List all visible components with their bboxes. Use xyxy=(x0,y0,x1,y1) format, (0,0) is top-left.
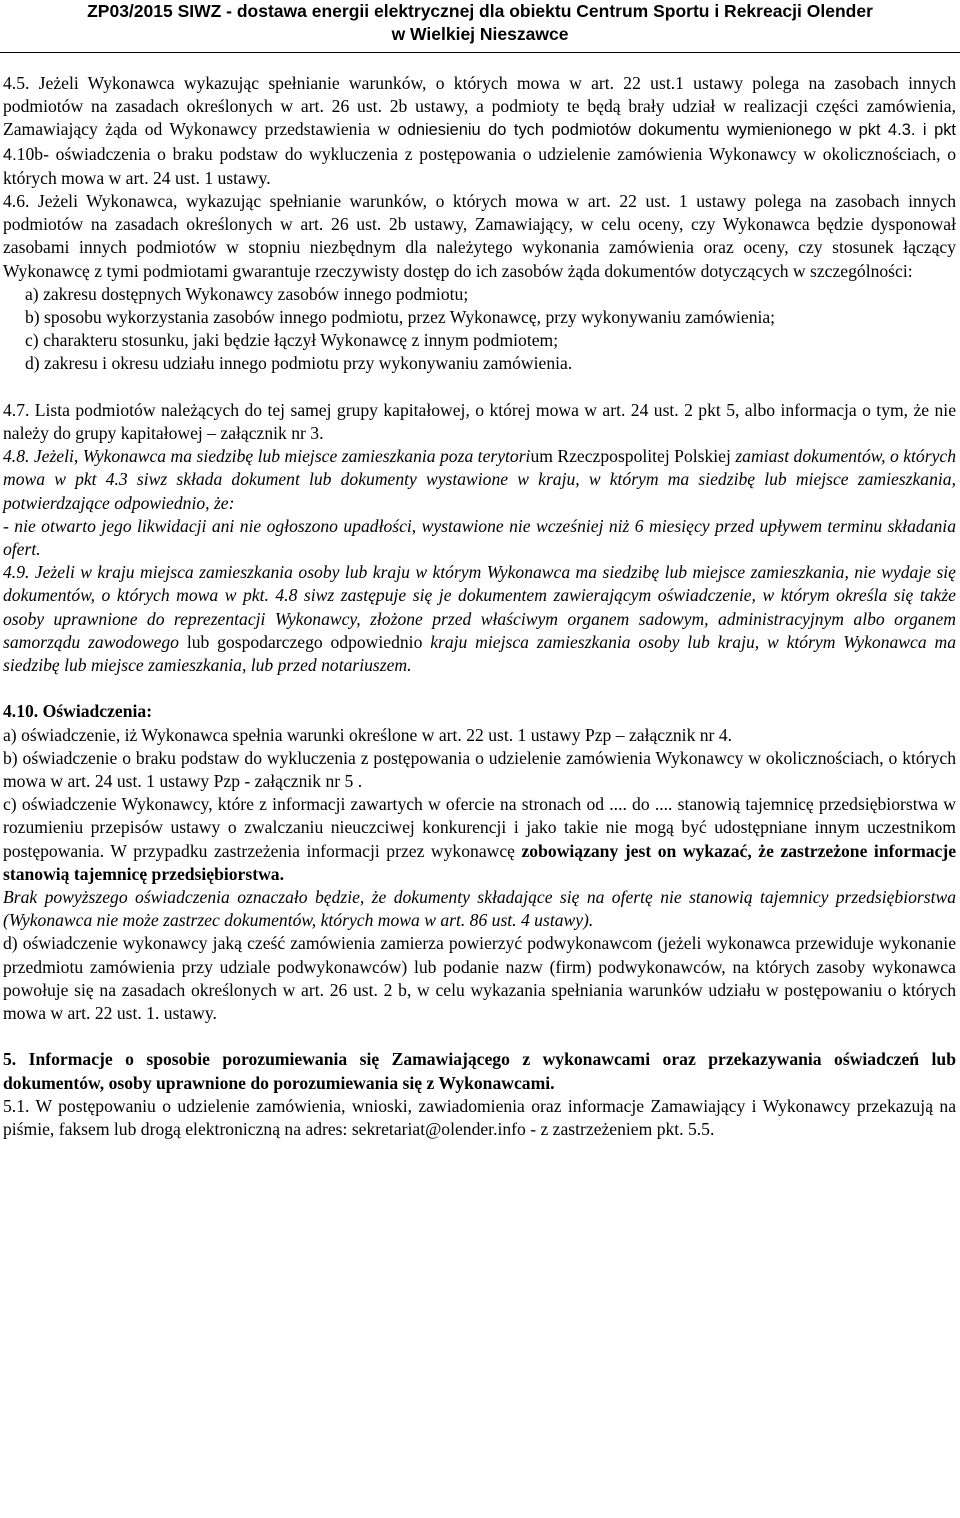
header-line-2: w Wielkiej Nieszawce xyxy=(391,24,569,44)
paragraph-4-8-dash: - nie otwarto jego likwidacji ani nie ogłoszono upadłości, wystawione nie wcześniej niż 6 miesięcy przed upływem terminu składania ofert. xyxy=(3,515,956,560)
paragraph-4-8 xyxy=(3,445,956,515)
paragraph-4-9-italic-end: kraju miejsca zamieszkania osoby lub kraju, w którym Wykonawca ma siedzibę lub miejsce zamieszkania, lub przed notariuszem. xyxy=(3,631,956,676)
list-item-4-6-c: c) charakteru stosunku, jaki będzie łączył Wykonawcę z innym podmiotem; xyxy=(25,330,559,351)
header-divider xyxy=(0,52,960,53)
paragraph-4-10-c-text: c) oświadczenie Wykonawcy, które z informacji zawartych w ofercie na stronach od .... do .... stanowią tajemnicę przedsiębiorstwa w rozumieniu przepisów ustawy o zwalczaniu nieuczciwej konkurencji i jako takie nie mogą być udostępniane innym uczestnikom postępowania. W przypadku zastrzeżenia informacji przez wykonawcę xyxy=(3,794,956,861)
header-line-1: ZP03/2015 SIWZ - dostawa energii elektrycznej dla obiektu Centrum Sportu i Rekreacji Olender xyxy=(87,1,873,21)
paragraph-4-5-text-end: 10b- oświadczenia o braku podstaw do wykluczenia z postępowania o udzielenie zamówienia Wykonawcy w okolicznościach, o których mowa w art. 24 ust. 1 ustawy. xyxy=(3,143,956,188)
paragraph-4-9-upright: lub gospodarczego odpowiednio xyxy=(178,631,431,652)
list-item-4-6-b: b) sposobu wykorzystania zasobów innego podmiotu, przez Wykonawcę, przy wykonywaniu zamówienia; xyxy=(25,307,776,328)
paragraph-4-5-text: 4.5. Jeżeli Wykonawca wykazując spełnianie warunków, o których mowa w art. 22 ust.1 ustawy polega na zasobach innych podmiotów na zasadach określonych w art. 26 ust. 2b ustawy, a podmioty te będą brały udział w realizacji części zamówienia, Zamawiający żąda od Wykonawcy przedstawienia w xyxy=(3,73,956,140)
list-item-4-6-d: d) zakresu i okresu udziału innego podmiotu przy wykonywaniu zamówienia. xyxy=(25,353,573,374)
document-body xyxy=(3,72,956,1141)
paragraph-4-10-c xyxy=(3,793,956,886)
paragraph-5-1: 5.1. W postępowaniu o udzielenie zamówienia, wnioski, zawiadomienia oraz informacje Zamawiający i Wykonawcy przekazują na piśmie, faksem lub drogą elektroniczną na adres: sekretariat@olender.info - z zastrzeżeniem pkt. 5.5. xyxy=(3,1095,956,1140)
list-item-4-6-a: a) zakresu dostępnych Wykonawcy zasobów innego podmiotu; xyxy=(25,283,469,304)
paragraph-4-10-a: a) oświadczenie, iż Wykonawca spełnia warunki określone w art. 22 ust. 1 ustawy Pzp – załącznik nr 4. xyxy=(3,724,733,745)
paragraph-4-10-c-note: Brak powyższego oświadczenia oznaczało będzie, że dokumenty składające się na ofertę nie stanowią tajemnicy przedsiębiorstwa (Wykonawca nie może zastrzec dokumentów, których mowa w art. 86 ust. 4 ustawy). xyxy=(3,887,956,931)
section-heading-5: 5. Informacje o sposobie porozumiewania się Zamawiającego z wykonawcami oraz przekazywania oświadczeń lub dokumentów, osoby uprawnione do porozumiewania się z Wykonawcami. xyxy=(3,1049,956,1093)
paragraph-4-9-italic: 4.9. Jeżeli w kraju miejsca zamieszkania osoby lub kraju w którym Wykonawca ma siedzibę lub miejsce zamieszkania, nie wydaje się dokumentów, o których mowa w pkt. 4.8 siwz zastępuje się je dokumentem zawierającym oświadczenie, w którym określa się także osoby uprawnione do reprezentacji Wykonawcy, złożone przed właściwym organem sadowym, administracyjnym albo organem samorządu zawodowego xyxy=(3,562,956,652)
paragraph-4-6: 4.6. Jeżeli Wykonawca, wykazując spełnianie warunków, o których mowa w art. 22 ust. 1 ustawy polega na zasobach innych podmiotów na zasadach określonych w art. 26 ust. 2b ustawy, Zamawiający, w celu oceny, czy Wykonawca będzie dysponował zasobami innych podmiotów w stopniu niezbędnym dla należytego wykonania zamówienia oraz oceny, czy stosunek łączący Wykonawcę z tymi podmiotami gwarantuje rzeczywisty dostęp do ich zasobów żąda dokumentów dotyczących w szczególności: xyxy=(3,191,956,281)
paragraph-4-5 xyxy=(3,72,956,190)
paragraph-4-10-b: b) oświadczenie o braku podstaw do wykluczenia z postępowania o udzielenie zamówienia Wykonawcy w okolicznościach, o których mowa w art. 24 ust. 1 ustawy Pzp - załącznik nr 5 . xyxy=(3,747,956,792)
paragraph-4-7: 4.7. Lista podmiotów należących do tej samej grupy kapitałowej, o której mowa w art. 24 ust. 2 pkt 5, albo informacja o tym, że nie należy do grupy kapitałowej – załącznik nr 3. xyxy=(3,399,956,444)
spacer xyxy=(3,677,956,700)
paragraph-4-10-d: d) oświadczenie wykonawcy jaką cześć zamówienia zamierza powierzyć podwykonawcom (jeżeli wykonawca przewiduje wykonanie przedmiotu zamówienia przy udziale podwykonawców) lub podanie nazw (firm) podwykonawców, na których zasoby wykonawca powołuje się na zasadach określonych w art. 26 ust. 2 b, w celu wykazania spełniania warunków udziału w postępowaniu o których mowa w art. 22 ust. 1. ustawy. xyxy=(3,933,956,1024)
paragraph-4-10-c-bold: zobowiązany jest on wykazać, że zastrzeżone informacje stanowią tajemnicę przedsiębiorstwa. xyxy=(3,840,956,884)
paragraph-4-8-upright: um Rzeczpospolitej Polskiej xyxy=(530,446,731,467)
paragraph-4-9 xyxy=(3,561,956,677)
paragraph-4-5-sans-text: odniesieniu do tych podmiotów dokumentu wymienionego w pkt 4.3. i pkt 4. xyxy=(3,121,956,164)
spacer xyxy=(3,1025,956,1048)
paragraph-4-8-italic: 4.8. Jeżeli, Wykonawca ma siedzibę lub miejsce zamieszkania poza terytori xyxy=(3,446,531,467)
document-header xyxy=(0,0,960,52)
paragraph-4-8-italic-cont: zamiast dokumentów, o których mowa w pkt 4.3 siwz składa dokument lub dokumenty wystawione w kraju, w którym ma siedzibę lub miejsce zamieszkania, potwierdzające odpowiednio, że: xyxy=(3,446,956,513)
spacer xyxy=(3,376,956,399)
section-heading-4-10: 4.10. Oświadczenia: xyxy=(3,701,153,722)
